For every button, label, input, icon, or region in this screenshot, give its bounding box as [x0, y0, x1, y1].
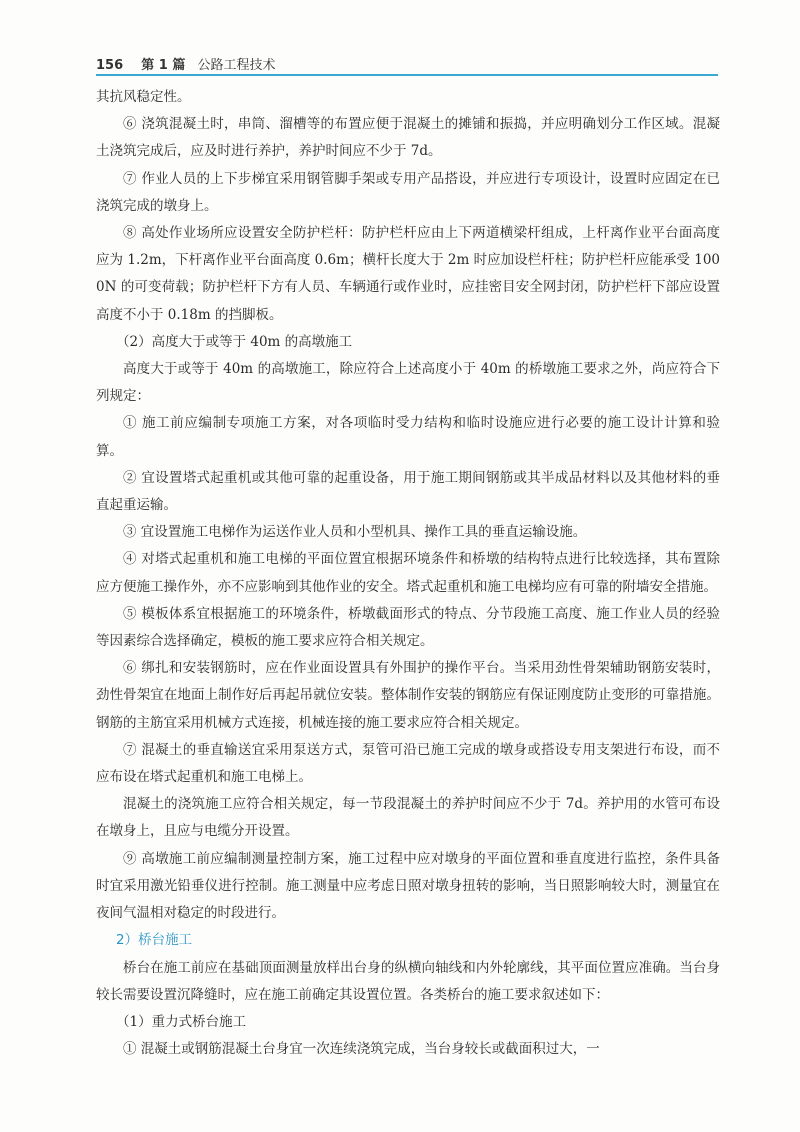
paragraph: ⑤ 模板体系宜根据施工的环境条件，桥墩截面形式的特点、分节段施工高度、施工作业人员的经验等因素综合选择确定，模板的施工要求应符合相关规定。 [96, 605, 720, 650]
section-title: 公路工程技术 [197, 58, 276, 73]
part-label: 第 1 篇 [141, 58, 186, 73]
paragraph: ⑦ 混凝土的垂直输送宜采用泵送方式，泵管可沿已施工完成的墩身或搭设专用支架进行布设，而不应布设在塔式起重机和施工电梯上。 [96, 741, 720, 786]
page-number: 156 [96, 58, 124, 73]
section-heading: 2）桥台施工 [116, 932, 193, 949]
paragraph: ⑥ 绑扎和安装钢筋时，应在作业面设置具有外围护的操作平台。当采用劲性骨架辅助钢筋安装时，劲性骨架宜在地面上制作好后再起吊就位安装。整体制作安装的钢筋应有保证刚度防止变形的可靠措施。钢筋的主筋宜采用机械方式连接，机械连接的施工要求应符合相关规定。 [96, 660, 720, 731]
running-header [96, 54, 716, 74]
paragraph: ⑨ 高墩施工前应编制测量控制方案，施工过程中应对墩身的平面位置和垂直度进行监控，条件具备时宜采用激光铅垂仪进行控制。施工测量中应考虑日照对墩身扭转的影响，当日照影响较大时，测量宜在夜间气温相对稳定的时段进行。 [96, 850, 720, 922]
paragraph: ② 宜设置塔式起重机或其他可靠的起重设备，用于施工期间钢筋或其半成品材料以及其他材料的垂直起重运输。 [96, 469, 720, 514]
paragraph: 高度大于或等于 40m 的高墩施工，除应符合上述高度小于 40m 的桥墩施工要求之外，尚应符合下列规定： [96, 361, 720, 405]
paragraph: 桥台在施工前应在基础顶面测量放样出台身的纵横向轴线和内外轮廓线，其平面位置应准确。当台身较长需要设置沉降缝时，应在施工前确定其设置位置。各类桥台的施工要求叙述如下： [96, 959, 720, 1003]
paragraph: ⑧ 高处作业场所应设置安全防护栏杆：防护栏杆应由上下两道横梁杆组成，上杆离作业平台面高度应为 1.2m，下杆离作业平台面高度 0.6m；横杆长度大于 2m 时应加设栏杆柱；防护栏杆应能承受 1000N 的可变荷载；防护栏杆下方有人员、车辆通行或作业时，应挂密目安全网封闭，防护栏杆下部应设置高度不小于 0.18m 的挡脚板。 [96, 225, 720, 323]
paragraph: ① 施工前应编制专项施工方案，对各项临时受力结构和临时设施应进行必要的施工设计计算和验算。 [96, 415, 720, 459]
paragraph: ③ 宜设置施工电梯作为运送作业人员和小型机具、操作工具的垂直运输设施。 [123, 524, 587, 541]
paragraph: 混凝土的浇筑施工应符合相关规定，每一节段混凝土的养护时间应不少于 7d。养护用的水管可布设在墩身上，且应与电缆分开设置。 [96, 796, 720, 840]
paragraph: ④ 对塔式起重机和施工电梯的平面位置宜根据环境条件和桥墩的结构特点进行比较选择，其布置除应方便施工操作外，亦不应影响到其他作业的安全。塔式起重机和施工电梯均应有可靠的附墙安全措施。 [96, 551, 720, 595]
subsection-heading: （1）重力式桥台施工 [116, 1013, 247, 1030]
paragraph: ⑦ 作业人员的上下步梯宜采用钢管脚手架或专用产品搭设，并应进行专项设计，设置时应固定在已浇筑完成的墩身上。 [96, 170, 720, 214]
body-text [96, 84, 720, 1063]
paragraph: ⑥ 浇筑混凝土时，串筒、溜槽等的布置应便于混凝土的摊铺和振捣，并应明确划分工作区域。混凝土浇筑完成后，应及时进行养护，养护时间应不少于 7d。 [96, 116, 720, 160]
paragraph: 其抗风稳定性。 [96, 89, 191, 105]
header-divider [96, 74, 718, 76]
paragraph: ① 混凝土或钢筋混凝土台身宜一次连续浇筑完成，当台身较长或截面积过大，一 [123, 1041, 600, 1058]
subsection-heading: （2）高度大于或等于 40m 的高墩施工 [116, 333, 353, 350]
